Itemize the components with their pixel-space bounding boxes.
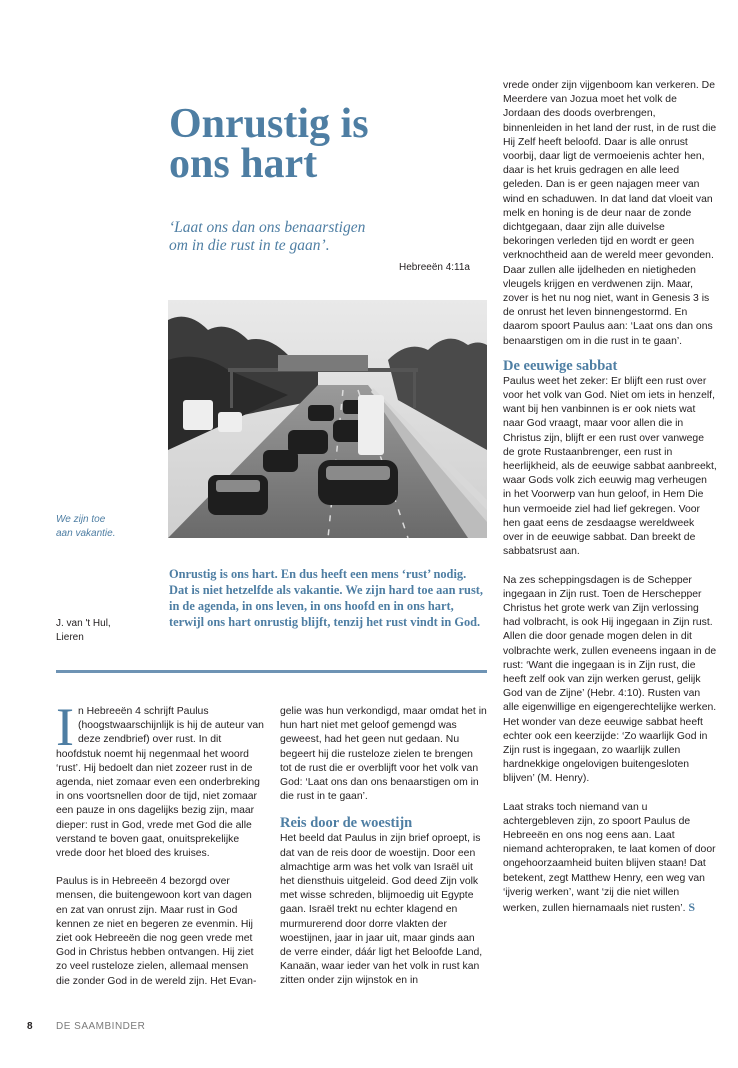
paragraph-text: n Hebreeën 4 schrijft Paulus (hoogstwaarschijnlijk is hij de auteur van deze zendbrief) over rust. In dit hoofdstuk noemt hij negenmaal het woord ‘rust’. Hij bedoelt dan niet zozeer rust in de agenda, niet zomaar even een onderbreking in ons voortsnellen door de tijd, niet zomaar een pauze in ons dagelijks bezig zijn, maar dieper: rust in God, vrede met God die alle verstand te boven gaat, onuitsprekelijke vrede door het bloed des kruises.	[56, 706, 264, 860]
publication-name: DE SAAMBINDER	[56, 1021, 146, 1032]
caption-line-2: aan vakantie.	[56, 528, 116, 539]
end-mark-icon: S	[688, 899, 696, 914]
quote-line-1: ‘Laat ons dan ons benaarstigen	[169, 219, 366, 236]
subheading: De eeuwige sabbat	[503, 357, 618, 374]
column-1	[56, 697, 264, 989]
subheading: Reis door de woestijn	[280, 815, 413, 832]
traffic-illustration	[168, 300, 487, 538]
paragraph: Paulus is in Hebreeën 4 bezorgd over mensen, die buitengewoon kort van dagen en zat van onrust zijn. Maar rust in God kennen ze niet en begeren ze evenmin. Hij ziet ook Hebreeën die nog geen vrede met God in Christus hebben ontvangen. Hij ziet zo veel rusteloze zielen, allemaal mensen die zonder God in de wereld zijn. Het Evan-	[56, 876, 257, 987]
traffic-photo	[168, 300, 487, 538]
section-divider	[56, 670, 487, 673]
quote-reference: Hebreeën 4:11a	[399, 262, 470, 273]
lead-paragraph: Onrustig is ons hart. En dus heeft een mens ‘rust’ nodig. Dat is niet hetzelfde als vakantie. We zijn hard toe aan rust, in de agenda, in ons leven, in ons hoofd en in ons hart, terwijl ons hart onrustig blijft, tenzij het rust vindt in God.	[169, 567, 483, 629]
quote-line-2: om in die rust in te gaan’.	[169, 237, 330, 254]
page-number: 8	[27, 1021, 33, 1032]
paragraph: Paulus weet het zeker: Er blijft een rust over voor het volk van God. Niet om iets in henzelf, want bij hen vanbinnen is er ook niets wat naar God vraagt, maar voor allen die in Christus zijn, blijft er een rust over vanwege de grote Rustaanbrenger, een rust in heerlijkheid, als de eeuwige sabbat aanbreekt, waar Gods volk zich eeuwig mag verheugen in het Voorwerp van hun geloof, in Hem Die hun vermoeide ziel had lief gekregen. Voor hen gaat eens de zesdaagse wereldweek over in de eeuwige sabbat. Dan breekt de sabbatsrust aan.	[503, 375, 717, 558]
paragraph: Het beeld dat Paulus in zijn brief oproept, is dat van de reis door de woestijn. Door een almachtige arm was het volk van Israël uit het diensthuis uitgeleid. God deed Zijn volk met wisse schreden, blijmoedig uit Egypte gaan. Israël trekt nu echter klagend en murmurerend door dorre vlakten der woestijnen, jaar in jaar uit, maar ginds aan de verre einder, dáár ligt het Beloofde Land, Kanaän, waar ieder van het volk in rust kan zitten onder zijn wijnstok en in	[280, 833, 483, 987]
drop-cap: I	[56, 697, 74, 757]
paragraph: Het wonder van deze eeuwige sabbat heeft echter ook een keerzijde: ‘Zo waarlijk God in Zijn rust is ingegaan, zo waarlijk zullen hardnekkige ongelovigen buitengesloten blijven’ (M. Henry).	[503, 716, 708, 785]
column-2	[280, 705, 487, 989]
paragraph: Na zes scheppingsdagen is de Schepper ingegaan in Zijn rust. Toen de Herschepper Christus het grote werk van Zijn verlossing had volbracht, is ook Hij ingegaan in Zijn rust. Allen die door genade mogen delen in dit volbrachte werk, zullen eveneens ingaan in de rust: ‘Want die ingegaan is in Zijn rust, die heeft zelf ook van zijn werken gerust, gelijk God van de Zijne’ (Hebr. 4:10). Rusten van alle eigenwillige en eigengerechtelijke werken.	[503, 574, 717, 714]
title-line-1: Onrustig is	[169, 101, 369, 147]
author-place: Lieren	[56, 632, 84, 643]
paragraph	[56, 697, 264, 861]
bible-quote	[169, 219, 469, 255]
photo-caption	[56, 513, 156, 541]
author-name: J. van 't Hul,	[56, 618, 111, 629]
paragraph: gelie was hun verkondigd, maar omdat het in hun hart niet met geloof gemengd was geweest, had het geen nut gedaan. Nu begeert hij die rusteloze zielen te brengen tot de rust die er overblijft voor het volk van God: ‘Laat ons dan ons benaarstigen om in die rust in te gaan’.	[280, 706, 487, 803]
caption-line-1: We zijn toe	[56, 514, 106, 525]
paragraph-text: Laat straks toch niemand van u achtergebleven zijn, zo spoort Paulus de Hebreeën en ons nog eens aan. Laat niemand achteropraken, te laat komen of door ongehoorzaamheid buiten blijven staan! Dat betekent, zegt Matthew Henry, een weg van ‘ijverig werken’, want ‘zij die niet willen werken, zullen hiernamaals niet rusten’.	[503, 801, 716, 914]
paragraph: vrede onder zijn vijgenboom kan verkeren. De Meerdere van Jozua moet het volk de Jordaan des doods overbrengen, binnenleiden in het land der rust, in de rust die Hij Zelf heeft beloofd. Daar is alle onrust voorbij, daar ligt de vermoeienis achter hen, daar is het kruis gedragen en alle leed geleden. Dan is er geen najagen meer van wind en schaduwen. In dat land dat vloeit van melk en honing is de deur naar de zonde dichtgegaan, daar zijn alle duivelse bekoringen verleden tijd en wordt er geen verknochtheid aan de wereld meer gevonden. Daar zullen alle ijdelheden en nietigheden vleugels krijgen en verdwenen zijn. Maar, zover is het nu nog niet, want in Genesis 3 is de onrust het leven binnengestormd. En daarom spoort Paulus aan: ‘Laat ons dan ons benaarstigen om in die rust in te gaan’.	[503, 80, 717, 347]
article-title	[169, 101, 469, 187]
title-line-2: ons hart	[169, 141, 318, 187]
paragraph	[503, 801, 717, 917]
column-3	[503, 79, 717, 916]
author-byline	[56, 617, 156, 645]
